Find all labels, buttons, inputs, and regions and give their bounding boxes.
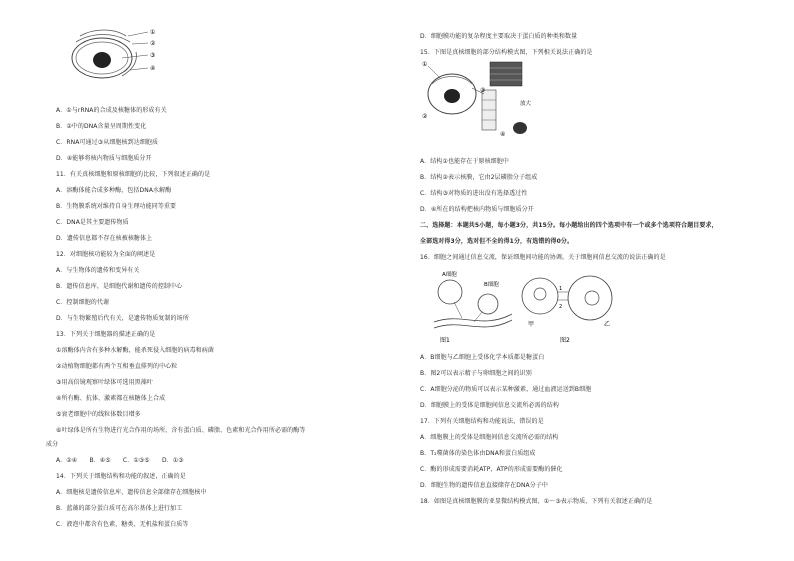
- section-two-heading: 二、选择题：本题共5小题，每小题3分，共15分。每小题给出的四个选项中有一个或多个选项符合题目要求，: [420, 222, 718, 229]
- fig15-magnify-label: 放大: [520, 101, 532, 107]
- q11-option-b: B．生物膜系统对维持自身生理功能同等重要: [56, 203, 177, 210]
- q15-stem: 15．下图是真核细胞的部分结构模式图，下列相关说法正确的是: [420, 49, 593, 56]
- fig15-label-3: ③: [480, 87, 486, 94]
- q13-item-4: ④所有酶、抗体、激素都在核糖体上合成: [56, 395, 166, 402]
- fig15-label-1: ①: [422, 61, 428, 68]
- fig16-caption-2: 图2: [560, 337, 570, 344]
- q13-stem: 13．下列关于细胞器的描述正确的是: [56, 331, 156, 338]
- q14-option-d: D．细胞膜功能的复杂程度主要取决于蛋白质的种类和数量: [420, 33, 578, 40]
- q11-stem: 11．有关真核细胞和原核细胞的比较，下列叙述正确的是: [56, 171, 211, 178]
- q17-option-d: D．细胞生物的遗传信息直接储存在DNA分子中: [420, 482, 549, 489]
- q13-item-1: ①溶酶体内含有多种水解酶，能杀死侵入细胞的病毒和病菌: [56, 347, 214, 354]
- fig15-label-2: ②: [422, 113, 428, 120]
- q10-option-c: C．RNA可通过③从细胞核到达细胞质: [56, 139, 159, 146]
- fig-label-2: ②: [150, 40, 156, 47]
- q18-stem: 18．如图是真核细胞膜的亚显微结构模式图，①～③表示物质，下列有关叙述正确的是: [420, 498, 653, 505]
- fig-label-3: ③: [150, 52, 156, 59]
- q13-item-2: ②动植物细胞都有两个互相垂直排列的中心粒: [56, 363, 178, 370]
- q10-option-d: D．④能够将核内物质与细胞质分开: [56, 155, 152, 162]
- fig16-caption-1: 图1: [440, 337, 450, 344]
- q16-option-c: C．A细胞分泌的物质可以表示某种激素，通过血液运送到B细胞: [420, 386, 592, 393]
- q11-option-d: D．遗传信息都不存在核被核糖体上: [56, 235, 153, 242]
- q12-stem: 12．对细胞核功能较为全面的阐述是: [56, 251, 156, 258]
- q14-option-c: C．液泡中都含有色素、糖类、无机盐和蛋白质等: [56, 521, 189, 528]
- q11-option-c: C．DNA是其主要遗传物质: [56, 219, 129, 226]
- q13-item-6-cont: 成分: [46, 441, 59, 448]
- q16-stem: 16．细胞之间通过信息交流，保证细胞间功能的协调。关于细胞间信息交流的说法正确的是: [420, 254, 666, 261]
- q15-option-a: A．结构①也能存在于原核细胞中: [420, 158, 509, 165]
- fig16-yi: 乙: [604, 321, 611, 328]
- fig-label-4: ④: [150, 65, 156, 72]
- cell-structure-diagram: [422, 58, 532, 140]
- q11-option-a: A．溶酶体能合成多种酶，包括DNA水解酶: [56, 187, 172, 194]
- fig-label-1: ①: [150, 29, 156, 36]
- fig16-a-cell: A细胞: [442, 272, 457, 278]
- fig15-label-4: ④: [500, 131, 506, 138]
- q17-option-c: C．酶的形成需要消耗ATP，ATP的形成需要酶的催化: [420, 466, 563, 473]
- q12-option-d: D．与生物繁殖后代有关，是遗传物质复制的场所: [56, 315, 189, 322]
- section-two-scoring: 全部选对得3分，选对但不全的得1分，有选错的得0分。: [420, 238, 574, 245]
- fig16-jia: 甲: [528, 321, 535, 328]
- q13-item-5: ⑤衰老细胞中的线粒体数目增多: [56, 411, 141, 418]
- fig16-b-cell: B细胞: [484, 282, 499, 288]
- q12-option-c: C．控制细胞的代谢: [56, 299, 110, 306]
- q17-stem: 17．下列有关细胞结构和功能说法，错误的是: [420, 418, 544, 425]
- q12-option-a: A．与生物体的遗传和变异有关: [56, 267, 140, 274]
- q15-option-d: D．④所在的结构把核内物质与细胞质分开: [420, 206, 534, 213]
- q16-option-d: D．细胞膜上的受体是细胞间信息交流所必需的结构: [420, 402, 559, 409]
- q15-option-b: B．结构②表示核膜，它由2层磷脂分子组成: [420, 174, 538, 181]
- q13-item-3: ③用高倍镜观察叶绿体可选用黑藻叶: [56, 379, 153, 386]
- q17-option-a: A．细胞膜上的受体是细胞间信息交流所必需的结构: [420, 434, 559, 441]
- nucleus-diagram: [62, 22, 172, 84]
- signal-diagram: [432, 268, 632, 346]
- q10-option-b: B．②中的DNA含量呈周期性变化: [56, 123, 147, 130]
- q12-option-b: B．遗传信息库，是细胞代谢和遗传的控制中心: [56, 283, 183, 290]
- q14-option-a: A．细胞核是遗传信息库，遗传信息全部储存在细胞核中: [56, 489, 207, 496]
- q16-option-a: A．B细胞与乙细胞上受体化学本质都是糖蛋白: [420, 354, 545, 361]
- q13-options: A．②④ B．④⑤ C．①③⑤ D．①③: [56, 457, 184, 464]
- q16-option-b: B．图2可以表示精子与卵细胞之间的识别: [420, 370, 532, 377]
- q13-item-6: ⑥叶绿体是所有生物进行光合作用的场所，含有蛋白质、磷脂、色素和光合作用所必需的酶等: [56, 427, 306, 434]
- fig16-arrow-2: 2: [559, 304, 563, 310]
- q14-option-b: B．蓝藻的部分蛋白质可在高尔基体上进行加工: [56, 505, 183, 512]
- q17-option-b: B．T₂噬菌体的染色体由DNA和蛋白质组成: [420, 450, 536, 457]
- fig16-arrow-1: 1: [559, 286, 563, 292]
- q14-stem: 14．下列关于细胞结构和功能的叙述，正确的是: [56, 473, 186, 480]
- q10-option-a: A．①与rRNA的合成及核糖体的形成有关: [56, 107, 167, 114]
- q15-option-c: C．结构③对物质的进出没有选择透过性: [420, 190, 528, 197]
